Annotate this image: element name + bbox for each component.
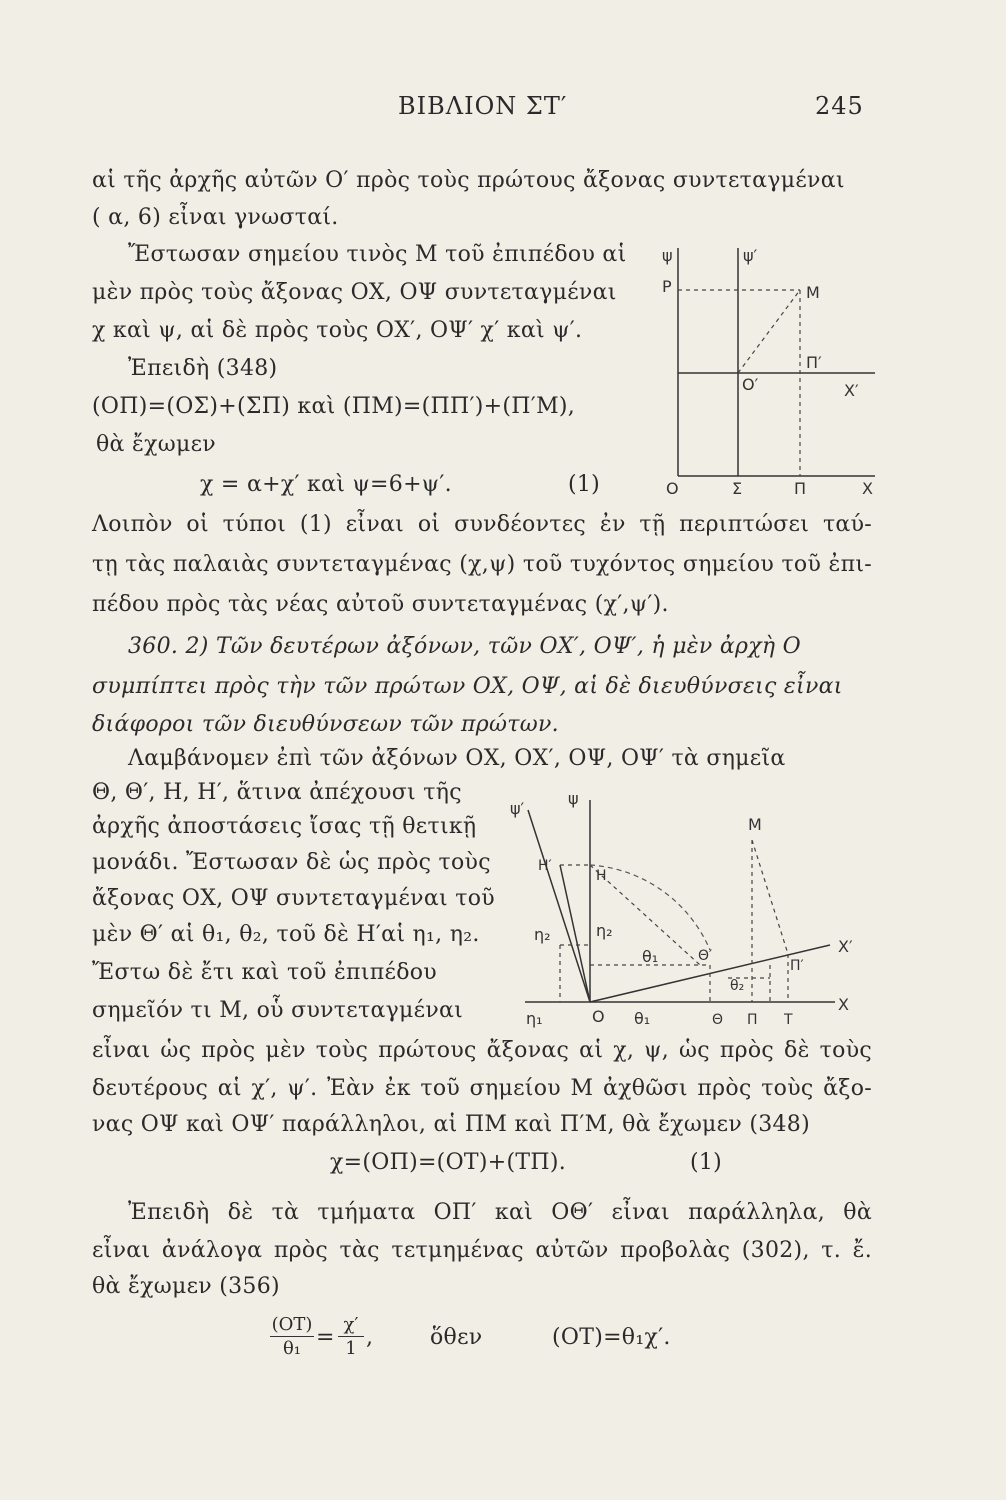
- label-Theta-prime: Θ′: [698, 948, 713, 964]
- label-H: Η: [596, 868, 607, 884]
- text-line: χ καὶ ψ, αἱ δὲ πρὸς τοὺς ΟΧ′, ΟΨ′ χ′ καὶ ψ′.: [92, 318, 583, 343]
- fraction-x-prime-1: [338, 1314, 364, 1359]
- text-line: αἱ τῆς ἀρχῆς αὐτῶν Ο′ πρὸς τοὺς πρώτους ἄξονας συντεταγμέναι: [92, 168, 845, 193]
- text-line: Ἔστωσαν σημείου τινὸς Μ τοῦ ἐπιπέδου αἱ: [128, 242, 627, 267]
- text-line: ἀρχῆς ἀποστάσεις ἴσας τῇ θετικῇ: [92, 814, 477, 839]
- text-line: συμπίπτει πρὸς τὴν τῶν πρώτων ΟΧ, ΟΨ, αἱ δὲ διευθύνσεις εἶναι: [92, 674, 843, 699]
- label-theta1-axis: θ₁: [634, 1009, 651, 1028]
- label-Theta: Θ: [712, 1012, 724, 1028]
- label-M: Μ: [806, 283, 820, 302]
- text-line: μὲν πρὸς τοὺς ἄξονας ΟΧ, ΟΨ συντεταγμέναι: [92, 280, 617, 305]
- equation-1: χ = α+χ′ καὶ ψ=6+ψ′.: [200, 472, 452, 497]
- label-P: Ρ: [662, 277, 672, 296]
- text-line: Ἐπειδὴ δὲ τὰ τμήματα ΟΠ′ καὶ ΟΘ′ εἶναι παράλληλα, θὰ: [128, 1200, 872, 1225]
- label-psi: ψ: [662, 246, 673, 265]
- label-Sigma: Σ: [732, 479, 743, 498]
- text-line: μονάδι. Ἔστωσαν δὲ ὡς πρὸς τοὺς: [92, 850, 491, 875]
- label-theta2: θ₂: [730, 978, 745, 994]
- text-line: Λοιπὸν οἱ τύποι (1) εἶναι οἱ συνδέοντες ἐν τῇ περιπτώσει ταύ-: [92, 512, 872, 537]
- figure-oblique-axes: [500, 770, 880, 1040]
- label-theta1: θ₁: [642, 947, 659, 966]
- label-Pi-prime: Π′: [790, 958, 804, 974]
- text-line: Θ, Θ′, Η, Η′, ἅτινα ἀπέχουσι τῆς: [92, 780, 462, 805]
- label-eta2-right: η₂: [596, 921, 613, 940]
- result-equation: (ΟΤ)=θ₁χ′.: [552, 1325, 671, 1350]
- fraction-numerator: χ′: [343, 1314, 359, 1335]
- equation-2: χ=(ΟΠ)=(ΟΤ)+(ΤΠ).: [330, 1150, 567, 1175]
- fraction-denominator: 1: [345, 1338, 357, 1359]
- running-title: ΒΙΒΛΙΟΝ ΣΤ′: [398, 92, 568, 120]
- text-line: εἶναι ὡς πρὸς μὲν τοὺς πρώτους ἄξονας αἱ χ, ψ, ὡς πρὸς δὲ τοὺς: [92, 1038, 872, 1063]
- fraction-numerator: (ΟΤ): [271, 1314, 313, 1335]
- label-psi: ψ: [568, 789, 579, 808]
- text-line: Ἐπειδὴ (348): [128, 356, 278, 381]
- text-line: πέδου πρὸς τὰς νέας αὐτοῦ συντεταγμένας (χ′,ψ′).: [92, 592, 669, 617]
- label-X: Χ: [862, 479, 873, 498]
- comma: ,: [366, 1325, 374, 1350]
- label-O-prime: Ο′: [742, 375, 759, 394]
- label-X: Χ: [838, 995, 849, 1014]
- equals-sign: =: [316, 1325, 335, 1350]
- label-Pi: Π: [794, 479, 807, 498]
- label-Pi: Π: [747, 1012, 758, 1028]
- equation-number: (1): [690, 1150, 723, 1175]
- label-X-prime: Χ′: [844, 381, 859, 400]
- text-line: διάφοροι τῶν διευθύνσεων τῶν πρώτων.: [92, 712, 559, 737]
- text-line: θὰ ἔχωμεν: [96, 432, 216, 457]
- label-H-prime: Η′: [538, 858, 552, 874]
- text-line: τῃ τὰς παλαιὰς συντεταγμένας (χ,ψ) τοῦ τυχόντος σημείου τοῦ ἐπι-: [92, 552, 872, 577]
- label-psi-prime: ψ′: [743, 246, 758, 265]
- text-line: (ΟΠ)=(ΟΣ)+(ΣΠ) καὶ (ΠΜ)=(ΠΠ′)+(Π′Μ),: [92, 394, 576, 419]
- fraction-denominator: θ₁: [282, 1338, 302, 1359]
- label-psi-prime: ψ′: [510, 799, 525, 818]
- text-line: ( α, 6) εἶναι γνωσταί.: [92, 205, 339, 230]
- label-M: Μ: [748, 815, 762, 834]
- label-O: Ο: [666, 479, 679, 498]
- label-eta2-left: η₂: [534, 925, 551, 944]
- hothen-word: ὅθεν: [430, 1325, 483, 1350]
- text-line: σημεῖόν τι Μ, οὗ συντεταγμέναι: [92, 998, 464, 1023]
- text-line: θὰ ἔχωμεν (356): [92, 1274, 280, 1299]
- text-line: εἶναι ἀνάλογα πρὸς τὰς τετμημένας αὐτῶν προβολὰς (302), τ. ἔ.: [92, 1238, 872, 1263]
- text-line: Λαμβάνομεν ἐπὶ τῶν ἀξόνων ΟΧ, ΟΧ′, ΟΨ, ΟΨ′ τὰ σημεῖα: [128, 746, 786, 771]
- label-eta1: η₁: [526, 1009, 543, 1028]
- text-line: ἄξονας ΟΧ, ΟΨ συντεταγμέναι τοῦ: [92, 886, 495, 911]
- equation-number: (1): [568, 472, 601, 497]
- label-Pi-prime: Π′: [806, 353, 822, 372]
- section-360-heading: 360. 2) Τῶν δευτέρων ἀξόνων, τῶν ΟΧ′, ΟΨ′, ἡ μὲν ἀρχὴ Ο: [128, 634, 802, 659]
- text-line: μὲν Θ′ αἱ θ₁, θ₂, τοῦ δὲ Η′αἱ η₁, η₂.: [92, 922, 480, 947]
- label-T: Τ: [784, 1012, 793, 1028]
- label-O: Ο: [592, 1007, 605, 1026]
- label-X-prime: Χ′: [838, 937, 853, 956]
- text-line: νας ΟΨ καὶ ΟΨ′ παράλληλοι, αἱ ΠΜ καὶ Π′Μ, θὰ ἔχωμεν (348): [92, 1112, 810, 1137]
- page-number: 245: [815, 92, 864, 120]
- text-line: δευτέρους αἱ χ′, ψ′. Ἐὰν ἐκ τοῦ σημείου Μ ἀχθῶσι πρὸς τοὺς ἄξο-: [92, 1076, 872, 1101]
- figure-axes-translation: [600, 228, 900, 508]
- fraction-OT-theta1: [270, 1314, 314, 1359]
- text-line: Ἔστω δὲ ἔτι καὶ τοῦ ἐπιπέδου: [92, 960, 437, 985]
